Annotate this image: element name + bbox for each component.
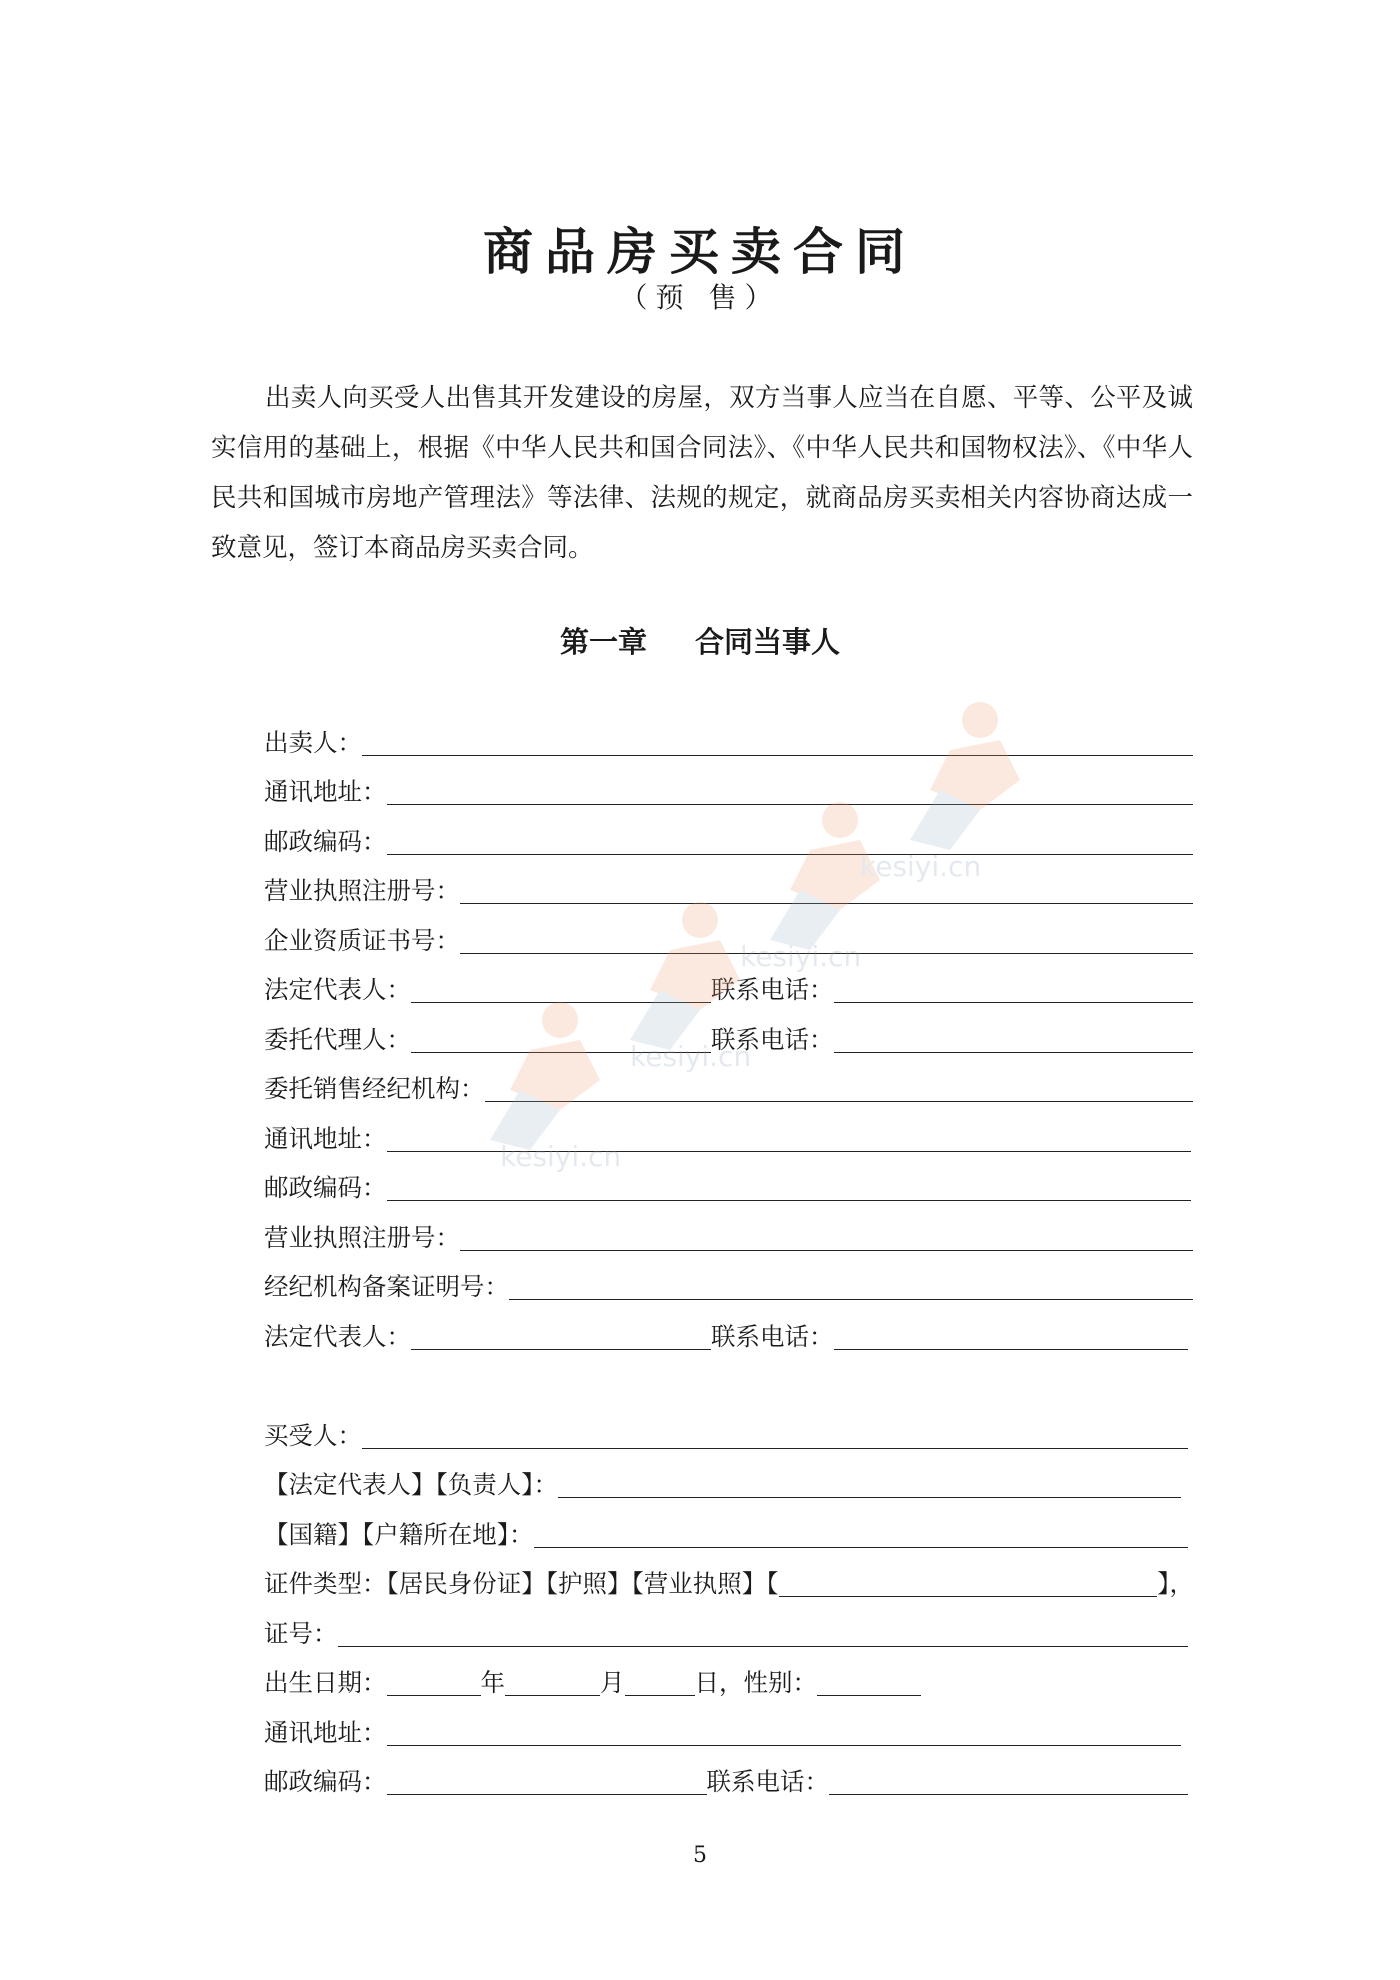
chapter-number: 第一章: [559, 625, 647, 659]
broker-legal-rep-label: 法定代表人：: [264, 1322, 411, 1351]
buyer-nationality-row: [264, 1510, 1188, 1550]
seller-agent-row: [264, 1015, 1193, 1055]
buyer-birth-row: [264, 1658, 964, 1698]
chapter-heading: [0, 620, 1400, 661]
buyer-postcode-label: 邮政编码：: [264, 1767, 387, 1796]
broker-postcode-row: [264, 1163, 1191, 1203]
broker-license-label: 营业执照注册号：: [264, 1223, 460, 1252]
buyer-postcode-field[interactable]: [387, 1766, 707, 1795]
seller-postcode-field[interactable]: [387, 826, 1194, 855]
broker-phone-field[interactable]: [834, 1321, 1189, 1350]
seller-legal-rep-field[interactable]: [411, 974, 711, 1003]
buyer-name-label: 买受人：: [264, 1421, 362, 1450]
buyer-nationality-field[interactable]: [534, 1519, 1189, 1548]
seller-license-row: [264, 866, 1193, 906]
buyer-birth-year-field[interactable]: [387, 1667, 481, 1696]
contract-subtitle: （预 售）: [619, 281, 781, 314]
seller-legal-rep-row: [264, 965, 1193, 1005]
broker-address-row: [264, 1114, 1191, 1154]
seller-agent-label: 委托代理人：: [264, 1025, 411, 1054]
broker-license-row: [264, 1213, 1193, 1253]
seller-legal-rep-label: 法定代表人：: [264, 975, 411, 1004]
seller-name-label: 出卖人：: [264, 728, 362, 757]
watermark-text: kesiyi.cn: [500, 1140, 622, 1173]
watermark-text: kesiyi.cn: [860, 850, 982, 883]
broker-postcode-field[interactable]: [387, 1172, 1192, 1201]
contract-title: 商品房买卖合同: [483, 222, 917, 281]
buyer-id-type-label: 证件类型：【居民身份证】【护照】【营业执照】【: [264, 1569, 779, 1598]
seller-qualification-label: 企业资质证书号：: [264, 926, 460, 955]
seller-phone2-label: 联系电话：: [711, 1025, 834, 1054]
seller-postcode-label: 邮政编码：: [264, 827, 387, 856]
seller-qualification-row: [264, 916, 1193, 956]
buyer-id-no-field[interactable]: [338, 1618, 1189, 1647]
buyer-id-type-field[interactable]: [779, 1568, 1158, 1597]
buyer-id-type-close: 】，: [1157, 1569, 1194, 1598]
broker-license-field[interactable]: [460, 1222, 1193, 1251]
seller-postcode-row: [264, 817, 1193, 857]
seller-phone2-field[interactable]: [834, 1024, 1194, 1053]
seller-license-label: 营业执照注册号：: [264, 876, 460, 905]
seller-phone1-field[interactable]: [834, 974, 1194, 1003]
page-number: 5: [693, 1843, 707, 1868]
broker-record-field[interactable]: [509, 1271, 1193, 1300]
watermark-text: kesiyi.cn: [740, 940, 862, 973]
seller-qualification-field[interactable]: [460, 925, 1193, 954]
buyer-gender-field[interactable]: [817, 1667, 921, 1696]
buyer-id-no-label: 证号：: [264, 1619, 338, 1648]
buyer-address-label: 通讯地址：: [264, 1718, 387, 1747]
seller-address-field[interactable]: [387, 776, 1194, 805]
buyer-year-label: 年: [480, 1668, 505, 1697]
seller-name-row: [264, 718, 1193, 758]
chapter-title: 合同当事人: [695, 625, 841, 659]
buyer-id-no-row: [264, 1609, 1188, 1649]
seller-name-field[interactable]: [362, 727, 1193, 756]
buyer-rep-row: [264, 1460, 1181, 1500]
seller-address-label: 通讯地址：: [264, 777, 387, 806]
intro-paragraph: 出卖人向买受人出售其开发建设的房屋，双方当事人应当在自愿、平等、公平及诚实信用的基础上，根据《中华人民共和国合同法》、《中华人民共和国物权法》、《中华人民共和国城市房地产管理法》等法律、法规的规定，就商品房买卖相关内容协商达成一致意见，签订本商品房买卖合同。: [211, 383, 1193, 563]
watermark-text: kesiyi.cn: [630, 1040, 752, 1073]
broker-phone-label: 联系电话：: [711, 1322, 834, 1351]
buyer-postcode-row: [264, 1757, 1188, 1797]
broker-address-label: 通讯地址：: [264, 1124, 387, 1153]
seller-agent-field[interactable]: [411, 1024, 711, 1053]
buyer-day-gender-label: 日，性别：: [694, 1668, 817, 1697]
buyer-address-field[interactable]: [387, 1717, 1182, 1746]
buyer-address-row: [264, 1708, 1181, 1748]
broker-record-row: [264, 1262, 1193, 1302]
broker-label: 委托销售经纪机构：: [264, 1074, 485, 1103]
buyer-birth-month-field[interactable]: [505, 1667, 600, 1696]
broker-field[interactable]: [485, 1073, 1194, 1102]
buyer-name-row: [264, 1411, 1188, 1451]
buyer-nationality-label: 【国籍】【户籍所在地】：: [264, 1520, 534, 1549]
buyer-rep-label: 【法定代表人】【负责人】：: [264, 1470, 558, 1499]
buyer-birth-day-field[interactable]: [625, 1667, 695, 1696]
buyer-rep-field[interactable]: [558, 1469, 1181, 1498]
broker-legal-rep-row: [264, 1312, 1188, 1352]
seller-address-row: [264, 767, 1193, 807]
broker-record-label: 经纪机构备案证明号：: [264, 1272, 509, 1301]
broker-row: [264, 1064, 1193, 1104]
buyer-month-label: 月: [600, 1668, 625, 1697]
buyer-name-field[interactable]: [362, 1420, 1188, 1449]
broker-postcode-label: 邮政编码：: [264, 1173, 387, 1202]
buyer-birth-label: 出生日期：: [264, 1668, 387, 1697]
broker-address-field[interactable]: [387, 1123, 1192, 1152]
seller-license-field[interactable]: [460, 875, 1193, 904]
seller-phone1-label: 联系电话：: [711, 975, 834, 1004]
broker-legal-rep-field[interactable]: [411, 1321, 711, 1350]
buyer-phone-label: 联系电话：: [706, 1767, 829, 1796]
buyer-phone-field[interactable]: [829, 1766, 1188, 1795]
buyer-id-type-row: [264, 1559, 1194, 1599]
